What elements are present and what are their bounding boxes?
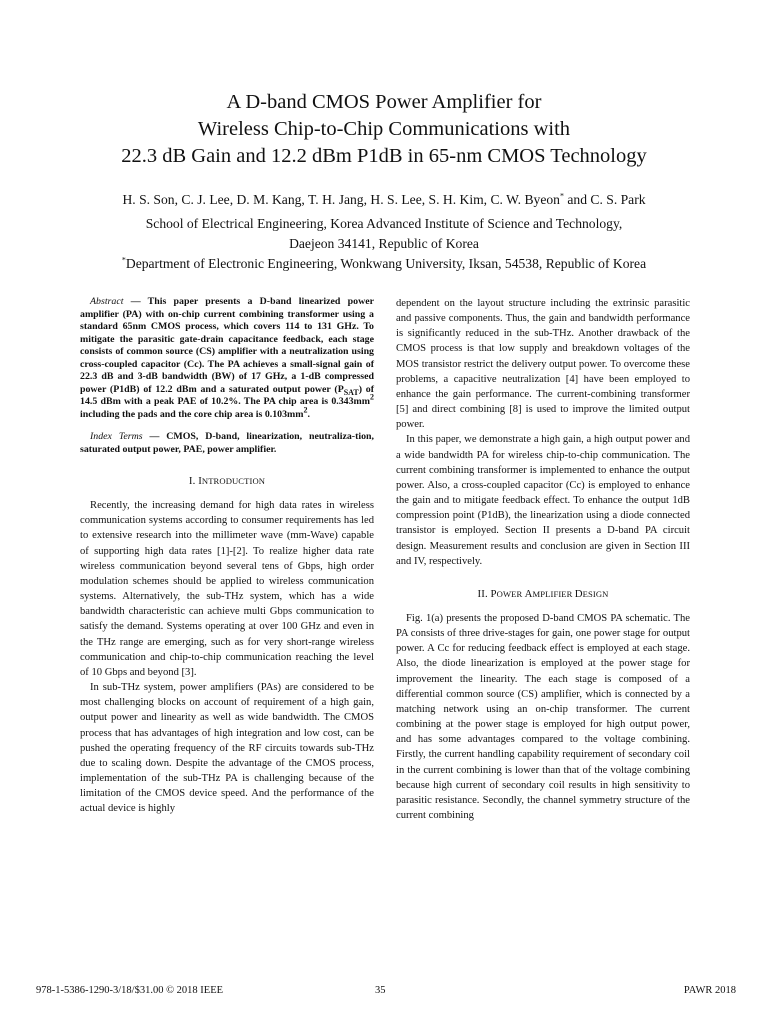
paper-title (0, 89, 768, 170)
author-block (0, 190, 768, 274)
index-terms-label: Index Terms (90, 431, 143, 442)
intro-paragraph-3: dependent on the layout structure including the extrinsic parasitic and passive components. Thus, the gain and bandwidth performance is significantly reduced in the sub-THz. Another drawback of the CMOS process is that low supply and breakdown voltages of the MOS transistor restrict the delivery output power. To overcome these problems, a capacitive neutralization [4] have been employed to enhance the gain performance. The current-combining transformer [5] and direct combining [8] is used to improve the limited output power. (396, 298, 690, 431)
right-column (396, 296, 690, 823)
footer-conference: PAWR 2018 (683, 985, 736, 996)
author-names: H. S. Son, C. J. Lee, D. M. Kang, T. H. Jang, H. S. Lee, S. H. Kim, C. W. Byeon* and C. S. Park (122, 191, 646, 207)
footer-page-number: 35 (375, 985, 386, 996)
title-line-3: 22.3 dB Gain and 12.2 dBm P1dB in 65-nm CMOS Technology (121, 145, 647, 167)
affiliation-1-line-1: School of Electrical Engineering, Korea Advanced Institute of Science and Technology, (145, 216, 623, 231)
title-line-1: A D-band CMOS Power Amplifier for (226, 91, 542, 113)
affiliation-mark: * (121, 255, 126, 265)
intro-paragraph-1: Recently, the increasing demand for high data rates in wireless communication systems according to consumer requirements has led to extensive research into the millimeter wave (mm-Wave) capable of supporting high data rates [1]-[2]. To realize higher data rate wireless communication beyond several tens of Gbps, high order modulation schemes should be applied to wireless communication systems. Alternatively, the sub-THz system, which has a wide bandwidth characteristic can achieve multi Gbps communication to satisfy the demand. Systems operating at over 100 GHz and even in the THz range are emerging, such as for very short-range wireless communication and chip-to-chip communication reaching the level of 10 Gbps and beyond [3]. (80, 500, 374, 678)
intro-paragraph-4: In this paper, we demonstrate a high gain, a high output power and a wide bandwidth PA for wireless chip-to-chip communication. The current combining transformer is implemented to enhance the output power. Also, a cross-coupled capacitor (Cc) is employed to enhance the gain and to mitigate feedback effect. To enhance the output 1dB compression point (P1dB), the linearization using a diode connected transistor is employed. Section II presents a D-band PA circuit design. Measurement results and conclusion are given in Section III and IV, respectively. (396, 434, 690, 567)
index-terms: Index Terms — CMOS, D-band, linearization, neutraliza-tion, saturated output power, PAE, power amplifier. (80, 431, 374, 455)
footer-copyright: 978-1-5386-1290-3/18/$31.00 © 2018 IEEE (36, 985, 224, 996)
title-line-2: Wireless Chip-to-Chip Communications with (197, 118, 571, 140)
affiliation-2: *Department of Electronic Engineering, Wonkwang University, Iksan, 54538, Republic of Korea (121, 255, 647, 271)
section-heading-introduction: I. INTRODUCTION (188, 475, 266, 487)
left-column (80, 296, 374, 816)
abstract: Abstract — This paper presents a D-band linearized power amplifier (PA) with on-chip current combining transformer using a standard 65nm CMOS process, which covers 114 to 131 GHz. To mitigate the parasitic gate-drain capacitance feedback, each stage consists of common source (CS) amplifier with a neutralization using cross-coupled capacitor (Cc). The PA achieves a small-signal gain of 22.3 dB and 3-dB bandwidth (BW) of 17 GHz, a 1-dB compressed power (P1dB) of 12.2 dBm and a saturated output power $(P_{SAT})$ of 14.5 dBm with a peak PAE of 10.2%. The PA chip area is $0.343mm^2$ including the pads and the core chip area is $0.103mm^2$. (80, 296, 374, 420)
affiliation-1-line-2: Daejeon 34141, Republic of Korea (289, 236, 479, 251)
intro-paragraph-2: In sub-THz system, power amplifiers (PAs) are considered to be most challenging blocks on account of requirement of a high gain, output power and linearity as well as wide bandwidth. The CMOS process that has advantages of high integration and low cost, can be pushed the operating frequency of the RF circuits towards sub-THz due to scaling down. Despite the advantage of the CMOS process, implementation of the sub-THz PA is challenging because of the limitation of the CMOS device speed. And the performance of the actual device is highly (80, 682, 374, 815)
design-paragraph-1: Fig. 1(a) presents the proposed D-band CMOS PA schematic. The PA consists of three drive-stages for gain, one power stage for output power. A Cc for reducing feedback effect is employed at each stage. Also, the diode linearization is employed at the power stage for improvement the linearity. The each stage is composed of a differential common source (CS) amplifier, which is connected by a matching network using an on-chip transformer. The current combining at the power stage is employed for high output power, and has some advantages compared to the voltage combining. Firstly, the current handling capability requirement of secondary coil in the current combining is lower than that of the voltage combining because high current of secondary coil results in high sensitivity to parasitic resistance. Secondly, the channel symmetry structure of the current combining (396, 612, 690, 821)
affiliation-mark: * (559, 191, 564, 201)
abstract-label: Abstract (90, 296, 124, 307)
section-heading-pa-design: II. POWER AMPLIFIER DESIGN (477, 587, 609, 600)
